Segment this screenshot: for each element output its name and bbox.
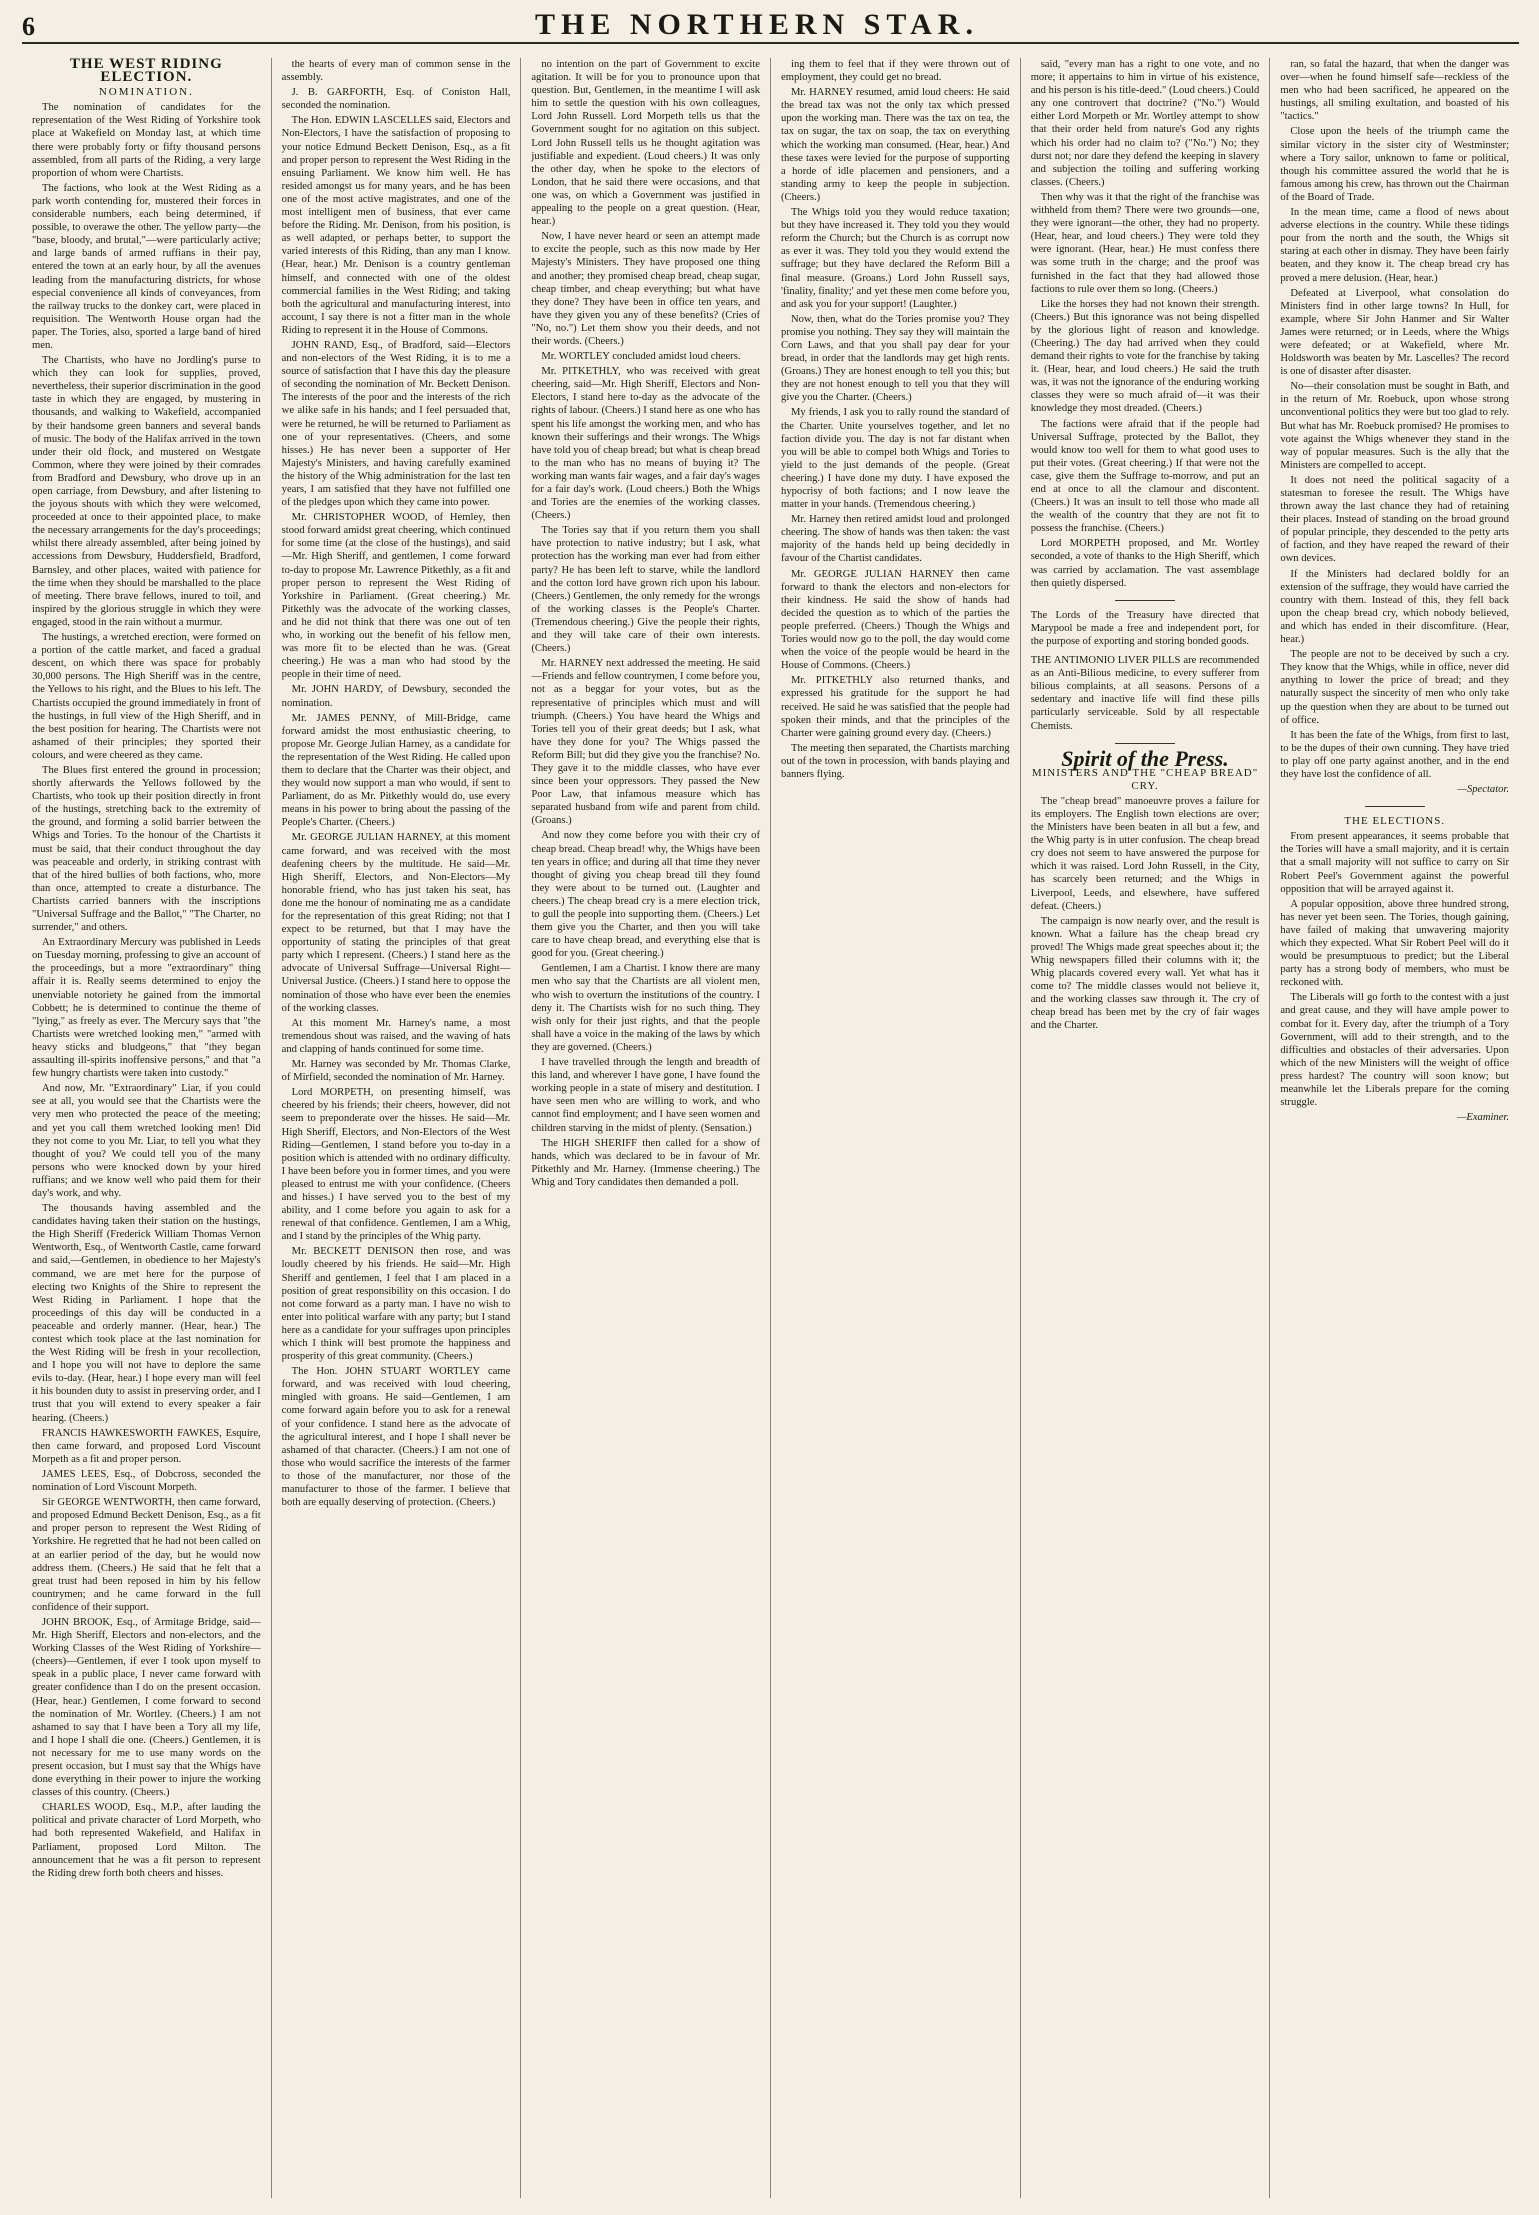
press-headline: MINISTERS AND THE "CHEAP BREAD" CRY. xyxy=(1031,766,1259,792)
article-paragraph: The factions were afraid that if the people had Universal Suffrage, protected by the Ballot, they would know too well for them to what good uses to put their votes. (Great cheering.) If that were not the case, give them the Suffrage to-morrow, and put an end at once to all the clamour and discontent. (Cheers.) It was an insult to tell those who made all the wealth of the country that they are not fit to possess the franchise. (Cheers.) xyxy=(1030,418,1260,535)
column-grid xyxy=(22,58,1519,2198)
article-paragraph: The hustings, a wretched erection, were formed on a portion of the cattle market, and faced a gradual descent, on which there was space for probably 30,000 persons. The High Sheriff was in the centre, the Yellows to his right, and the Blues to his left. The Chartists occupied the ground immediately in front of the hustings, in full view of the High Sheriff, and in the best position for hearing. The Chartists were not ashamed of their principles; they sported their colours, and were cheered as they came. xyxy=(32,632,261,761)
article-paragraph: ing them to feel that if they were thrown out of employment, they could get no bread. xyxy=(781,59,1010,84)
article-paragraph: Mr. HARNEY next addressed the meeting. He said—Friends and fellow countrymen, I come before you, not as a beggar for your votes, but as the representative of principles which must and will triumph. (Cheers.) You have heard the Whigs and Tories tell you of their great deeds; but I ask, what have they done for you? The Whigs passed the Reform Bill; but did they give you the franchise? No. They gave it to the middle classes, who have ever since been your oppressors. They passed the New Poor Law, that infamous measure which has separated husband from wife and parent from child. (Groans.) xyxy=(531,658,761,827)
article-paragraph: Sir GEORGE WENTWORTH, then came forward, and proposed Edmund Beckett Denison, Esq., as a fit and proper person to represent the West Riding of Yorkshire. He regretted that he had not been called on at an earlier period of the day, but he would now address them. (Cheers.) He said that he felt that a great trust had been reposed in him by his fellow countrymen; and he came forward in the full confidence of their support. xyxy=(32,1497,261,1613)
column-6-body xyxy=(1280,58,1509,781)
article-paragraph: ran, so fatal the hazard, that when the danger was over—when he found himself safe—reckless of the men who had been sacrificed, he appeared on the hustings, all smiling exultation, and boasted of his "tactics." xyxy=(1280,59,1510,123)
article-paragraph: The Hon. EDWIN LASCELLES said, Electors and Non-Electors, I have the satisfaction of proposing to your notice Edmund Beckett Denison, Esq., as a fit and proper person to represent the West Riding in the ensuing Parliament. We know him well. He has resided amongst us for many years, and he has been one of the most active magistrates, and one of the most intelligent men of business, that ever came before the Riding. Mr. Denison, from his position, is as well adapted, or perhaps better, to support the varied interests of this Riding, than any man I know. (Hear, hear.) Mr. Denison is a country gentleman himself, and connected with one of the oldest commercial families in the West Riding; and taking both the agricultural and manufacturing interest, into account, I say there is not a fitter man in the whole Riding to represent it in the House of Commons. xyxy=(281,115,511,336)
section-title: Spirit of the Press. xyxy=(1061,745,1229,771)
article-paragraph: Like the horses they had not known their strength. (Cheers.) But this ignorance was not being dispelled by the glorious light of reason and knowledge. (Cheering.) The day had arrived when they could demand their rights to vote for the franchise by taking it. (Hear, hear, and loud cheers.) He said the truth was, it was not the ignorance of the enduring working classes they were so much afraid of—it was their knowledge they most dreaded. (Cheers.) xyxy=(1030,298,1260,415)
article-paragraph: Mr. GEORGE JULIAN HARNEY, at this moment came forward, and was received with the most deafening cheers by the multitude. He said—Mr. High Sheriff, Electors, and Non-Electors—My honorable friend, who has just taken his seat, has done me the honour of nominating me as a candidate for the representation of this great Riding; not that I expect to be returned, but that I may have the opportunity of stating the principles of that great party which I represent. (Cheers.) I stand here as the advocate of Universal Suffrage—Universal Right—Universal Justice. (Cheers.) I stand here to oppose the nomination of those who have ever been the enemies of the working classes. xyxy=(281,832,511,1014)
column-4 xyxy=(770,58,1020,2198)
masthead xyxy=(22,8,1519,44)
article-paragraph: An Extraordinary Mercury was published in Leeds on Tuesday morning, professing to give an account of the proceedings, but a more "extraordinary" thing affair it is. Really seems determined to enjoy the unenviable notoriety he gained from the immortal Cobbett; he is determined to continue the theme of "lying," as freely as ever. The Mercury says that "the Chartists were wretched looking men," "armed with heavy sticks and bludgeons," that "they began assaulting ill-spirits inoffensive persons," and that "a few hungry chartists were taken into custody." xyxy=(32,937,261,1080)
article-paragraph: Lord MORPETH, on presenting himself, was cheered by his friends; their cheers, however, did not seem to preponderate over the hisses. He said—Mr. High Sheriff, Electors, and Non-Electors of the West Riding—Gentlemen, I stand before you to-day in a position which is attended with no ordinary difficulty. I have been before you in former times, and you were pleased to entrust me with your confidence. (Cheers and hisses.) I have served you to the best of my ability, and I come before you again to ask for a renewal of that confidence. Gentlemen, I am a Whig, and I stand by the principles of the Whig party. xyxy=(281,1087,511,1243)
source-credit: —Spectator. xyxy=(1457,784,1510,796)
source-credit: —Examiner. xyxy=(1456,1112,1510,1124)
press-body xyxy=(1031,795,1260,1033)
newspaper-title: THE NORTHERN STAR. xyxy=(535,8,979,41)
column-6 xyxy=(1269,58,1519,2198)
article-paragraph: At this moment Mr. Harney's name, a most tremendous shout was raised, and the waving of hats and clapping of hands continued for some time. xyxy=(281,1017,511,1055)
article-paragraph: Mr. Harney then retired amidst loud and prolonged cheering. The show of hands was then taken: the vast majority of the hands held up being decidedly in favour of the Chartist candidates. xyxy=(781,514,1010,565)
nomination-subhead: NOMINATION. xyxy=(98,86,194,99)
article-paragraph: Mr. PITKETHLY also returned thanks, and expressed his gratitude for the support he had received. He said he was satisfied that the people had spoken their minds, and that the principles of the Charter were gaining ground every day. (Cheers.) xyxy=(781,675,1010,739)
article-paragraph: The Blues first entered the ground in procession; shortly afterwards the Yellows followed by the Chartists, who took up their position directly in front of the hustings, stretching back to the extremity of the ground, and forming a solid barrier between the Whigs and Tories. To the honour of the Chartists it must be said, that their conduct throughout the day was peaceable and orderly, in striking contrast with that of the hired bullies of both factions, who, more than once, attempted to create a disturbance. The Chartists carried banners with the inscriptions "Universal Suffrage and the Ballot," "The Charter, no surrender," and others. xyxy=(32,764,261,934)
article-paragraph: From present appearances, it seems probable that the Tories will have a small majority, and it is certain that a small majority will not suffice to carry on Sir Robert Peel's Government against the powerful opposition that will be arrayed against it. xyxy=(1280,831,1510,895)
article-paragraph: Close upon the heels of the triumph came the similar victory in the sister city of Westminster; where a Tory sailor, unknown to fame or political, though his committee assured the world that he is famous among his crew, has thrown out the Chairman of the Board of Trade. xyxy=(1280,126,1510,203)
article-paragraph: The "cheap bread" manoeuvre proves a failure for its employers. The English town elections are over; the Ministers have been beaten in all but a few, and the Whig party is in utter confusion. The cheap bread cry does not seem to have answered the purpose for which it was raised. Lord John Russell, in the City, has scarcely been returned; and the Whigs in Liverpool, Leeds, and elsewhere, have suffered defeat. (Cheers.) xyxy=(1030,795,1260,912)
column-1 xyxy=(22,58,271,2198)
article-paragraph: And now, Mr. "Extraordinary" Liar, if you could see at all, you would see that the Chartists were the very men who protected the peace of the meeting; and yet you call them wretched looking men! Did they not come to you Mr. Liar, to tell you what they thought of you? We could tell you of the many persons who were knocked down by your hired ruffians; and we know well who paid them for their day's work, and why. xyxy=(32,1083,261,1199)
article-paragraph: Now, then, what do the Tories promise you? They promise you nothing. They say they will maintain the Corn Laws, and that you shall pay dear for your bread, in order that the landlords may get high rents. (Groans.) They are honest enough to tell you this; but they are not honest enough to tell you that they will give you the Charter. (Cheers.) xyxy=(781,313,1010,404)
article-paragraph: Mr. HARNEY resumed, amid loud cheers: He said the bread tax was not the only tax which pressed upon the working man. There was the tax on tea, the tax on sugar, the tax on soap, the tax on everything which the working man consumed. (Hear, hear.) And these taxes were levied for the purpose of supporting a horde of idle placemen and pensioners, and a standing army to keep the people in subjection. (Cheers.) xyxy=(781,87,1010,203)
article-paragraph: JOHN RAND, Esq., of Bradford, said—Electors and non-electors of the West Riding, it is to me a source of satisfaction that I have this day the pleasure of seconding the nomination of Mr. Beckett Denison. The interests of the poor and the interests of the rich we alike safe in his hands; and I feel persuaded that, were he returned, he will be returned to Parliament as one of your representatives. (Cheers, and some hisses.) He has never been a supporter of Her Majesty's Ministers, and having carefully examined the history of the Whig administration for the last ten years, I am satisfied that they have not fulfilled one of the pledges upon which they came into power. xyxy=(281,339,511,509)
article-paragraph: Defeated at Liverpool, what consolation do Ministers find in other large towns? In Hull, for example, where Sir John Hanmer and Sir Walter James were returned; or in Leeds, where the Whigs were defeated; or at Wakefield, where Mr. Holdsworth was beaten by Mr. Lascelles? The record is one of disaster after disaster. xyxy=(1280,287,1510,378)
article-paragraph: Lord MORPETH proposed, and Mr. Wortley seconded, a vote of thanks to the High Sheriff, which was carried by acclamation. The vast assemblage then quietly dispersed. xyxy=(1030,538,1260,589)
article-paragraph: The factions, who look at the West Riding as a park worth contending for, mustered their forces in considerable numbers, each being determined, if possible, to overawe the other. The yellow party—the "base, bloody, and brutal,"—were particularly active; and large bands of armed ruffians in their pay, entered the town at an early hour, by all the avenues leading from the manufacturing districts, for whose especial convenience all kinds of conveyances, from the railway trucks to the donkey cart, were placed in requisition. The Wentworth House organ had the paper. The Tories, also, sported a large band of hired men. xyxy=(32,182,261,351)
divider-rule xyxy=(1115,600,1175,601)
article-paragraph: The meeting then separated, the Chartists marching out of the town in procession, with bands playing and banners flying. xyxy=(781,742,1010,780)
article-paragraph: Gentlemen, I am a Chartist. I know there are many men who say that the Chartists are all violent men, who wish to overturn the institutions of the country. I deny it. The Chartists wish for no such thing. They wish only for their just rights, and that the people shall have a voice in the making of the laws by which they are governed. (Cheers.) xyxy=(531,963,761,1053)
elections-headline: THE ELECTIONS. xyxy=(1344,815,1446,828)
article-paragraph: The thousands having assembled and the candidates having taken their station on the hustings, the High Sheriff (Frederick William Thomas Vernon Wentworth, Esq., of Wentworth Castle, came forward and said,—Gentlemen, in obedience to her Majesty's command, we are met here for the purpose of electing two Knights of the Shire to represent the West Riding in Parliament. I hope that the proceedings of this day will be conducted in a peaceable and orderly manner. (Hear, hear.) The contest which took place at the last nomination for the West Riding will be fresh in your recollection, and I hope you will not have to deplore the same evils to-day. (Hear, hear.) I hope every man will feel it his bounden duty to assist in preserving order, and I trust that you will extend to every speaker a fair hearing. (Cheers.) xyxy=(32,1203,261,1424)
article-paragraph: The Hon. JOHN STUART WORTLEY came forward, and was received with loud cheering, mingled with groans. He said—Gentlemen, I am come forward again before you to ask for a renewal of your confidence. I stand here as the advocate of the agricultural interest, and I hope I shall never be ashamed of that character. (Cheers.) I am not one of those who would sacrifice the interests of the farmer to those of the manufacturer, nor those of the manufacturer to those of the farmer. I believe that both are equally deserving of protection. (Cheers.) xyxy=(281,1366,511,1509)
elections-body xyxy=(1280,830,1509,1109)
column-2 xyxy=(271,58,521,2198)
column-4-body xyxy=(781,58,1010,781)
article-paragraph: CHARLES WOOD, Esq., M.P., after lauding the political and private character of Lord Morpeth, who had both represented Wakefield, and Halifax in Parliament, proposed Lord Milton. The announcement that he was a fit person to represent the Riding drew forth both cheers and hisses. xyxy=(32,1802,261,1879)
article-paragraph: The Whigs told you they would reduce taxation; but they have increased it. They told you they would reform the Church; but the Church is as corrupt now as ever it was. They told you they would extend the suffrage; but they have declared the Reform Bill a final measure. (Groans.) Lord John Russell says, 'finality, finality;' and yet these men come before you, and ask you for your support! (Laughter.) xyxy=(781,207,1010,310)
article-paragraph: Mr. GEORGE JULIAN HARNEY then came forward to thank the electors and non-electors for their kindness. He said the show of hands had decided the question as to which of the parties the people preferred. (Cheers.) Though the Whigs and Tories would now go to the poll, the day would come when the voice of the people would be heard in the House of Commons. (Cheers.) xyxy=(781,568,1010,672)
page-number: 6 xyxy=(22,12,35,41)
article-paragraph: A popular opposition, above three hundred strong, has never yet been seen. The Tories, though gaining, have failed of making that unwavering majority which they expected. What Sir Robert Peel will do it would be presumptuous to predict; but the Liberal party has a strong body of members, who must be reckoned with. xyxy=(1280,898,1510,989)
article-paragraph: Mr. PITKETHLY, who was received with great cheering, said—Mr. High Sheriff, Electors and Non-Electors, I stand here to-day as the advocate of the rights of labour. (Cheers.) I stand here as one who has spent his life amongst the working men, and who has known their sufferings and their wrongs. The Whigs have told you of cheap bread; but what is cheap bread to the man who has no means of buying it? The working man wants fair wages, and a fair day's wages for a fair day's work. (Loud cheers.) Both the Whigs and Tories are the enemies of the working classes. (Cheers.) xyxy=(531,366,761,522)
article-paragraph: Mr. BECKETT DENISON then rose, and was loudly cheered by his friends. He said—Mr. High Sheriff and gentlemen, I feel that I am placed in a position of great responsibility on this occasion. I do not come forward as a party man. I have no wish to enter into political warfare with any party; but I stand here as a candidate for your suffrages upon principles which I think will best promote the happiness and prosperity of this great community. (Cheers.) xyxy=(281,1246,511,1363)
article-paragraph: It does not need the political sagacity of a statesman to foresee the result. The Whigs have thrown away the last chance they had of retaining their places. Instead of standing on the broad ground of popular principle, they descended to the petty arts of faction, and they have reaped the reward of their own devices. xyxy=(1280,474,1510,565)
election-headline: THE WEST RIDING ELECTION. xyxy=(69,58,223,86)
column-5-body xyxy=(1031,58,1260,590)
article-paragraph: In the mean time, came a flood of news about adverse elections in the country. While these tidings pour from the north and the south, the Whigs sit staring at each other in dismay. They have been fairly beaten, and they know it. The cheap bread cry has proved a mere delusion. (Hear, hear.) xyxy=(1280,207,1510,284)
article-paragraph: Mr. WORTLEY concluded amidst loud cheers. xyxy=(541,351,741,363)
article-paragraph: It has been the fate of the Whigs, from first to last, to be the dupes of their own cunning. They have tried to play off one party against another, and in the end they have lost the confidence of all. xyxy=(1280,729,1510,780)
article-paragraph: The Tories say that if you return them you shall have protection to native industry; but I ask, what protection has the working man ever had from either party? He has been left to starve, while the landlord and the cotton lord have grown rich upon his labour. (Cheers.) Gentlemen, the only remedy for the wrongs of the working classes is the People's Charter. (Tremendous cheering.) Give the people their rights, and they will take care of their own interests. (Cheers.) xyxy=(531,525,761,655)
pills-advert: THE ANTIMONIO LIVER PILLS are recommended as an Anti-Bilious medicine, to every sufferer from bilious complaints, at all seasons. Persons of a sedentary and inactive life will find these pills particularly serviceable. Sold by all respectable Chemists. xyxy=(1030,655,1260,732)
column-1-body xyxy=(32,101,261,1880)
article-paragraph: Mr. JAMES PENNY, of Mill-Bridge, came forward amidst the most enthusiastic cheering, to propose Mr. George Julian Harney, as a candidate for the representation of the West Riding. He called upon them to declare that the Charter was their object, and they would now support a man who would, if sent to Parliament, do as Mr. Pitkethly would do, use every means in his power to bring about the passing of the People's Charter. (Cheers.) xyxy=(281,712,511,829)
article-paragraph: the hearts of every man of common sense in the assembly. xyxy=(281,59,511,84)
article-paragraph: Mr. CHRISTOPHER WOOD, of Hemley, then stood forward amidst great cheering, which continued for some time (at the close of the hustings), and said—Mr. High Sheriff, and gentlemen, I come forward to-day to propose Mr. Lawrence Pitkethly, as a fit and proper person to represent the West Riding of Yorkshire in Parliament. (Great cheering.) Mr. Pitkethly was the advocate of the working classes, and he did not think that there was one out of ten who, in working out the benefit of his fellow men, was more fit to be elected than he was. (Great cheering.) He was a man who had stood by the people in their time of need. xyxy=(281,512,511,681)
article-paragraph: FRANCIS HAWKESWORTH FAWKES, Esquire, then came forward, and proposed Lord Viscount Morpeth as a fit and proper person. xyxy=(32,1427,261,1465)
article-paragraph: If the Ministers had declared boldly for an extension of the suffrage, they would have carried the country with them. Instead of this, they fell back upon the cheap bread cry, which nobody believed, and which has ended in their discomfiture. (Hear, hear.) xyxy=(1280,568,1510,646)
article-paragraph: said, "every man has a right to one vote, and no more; it appertains to him in virtue of his existence, and his person is his title-deed." (Loud cheers.) Could any one controvert that doctrine? ("No.") Would either Lord Morpeth or Mr. Wortley attempt to show that their order held from nature's God any rights which his order had no claim to? ("No.") No; they durst not; nor dare they defend the keeping in slavery and subjection the toiling and suffering working classes. (Cheers.) xyxy=(1030,59,1260,188)
article-paragraph: No—their consolation must be sought in Bath, and in the return of Mr. Roebuck, upon whose strong unconventional politics they were but too glad to rely. But what has Mr. Roebuck promised? He promises to vote against the Whigs whenever they stand in the way of popular measures. Such is the ally that the Ministers are compelled to accept. xyxy=(1280,381,1510,471)
column-3 xyxy=(520,58,770,2198)
divider-rule xyxy=(1365,806,1425,807)
article-paragraph: And now they come before you with their cry of cheap bread. Cheap bread! why, the Whigs have been ten years in office; and during all that time they never thought of giving you cheap bread till they found they were about to be turned out. (Laughter and cheers.) The cheap bread cry is a mere election trick, to gull the people into supporting them. (Cheers.) Let them give you the Charter, and then you will take care to have cheap bread, and everything else that is good for you. (Great cheering.) xyxy=(531,830,761,960)
article-paragraph: JOHN BROOK, Esq., of Armitage Bridge, said—Mr. High Sheriff, Electors and non-electors, and the Working Classes of the West Riding of Yorkshire—(cheers)—Gentlemen, if ever I took upon myself to speak in a public place, I never came forward with greater confidence than I do on the present occasion. (Hear, hear.) Gentlemen, I come forward to second the nomination of Mr. Wortley. (Cheers.) I am not ashamed to say that I have been a Tory all my life, and I hope I shall die one. (Cheers.) Gentlemen, it is not necessary for me to use many words on the present occasion, but I must say that the Whigs have done everything in their power to injure the working classes of this country. (Cheers.) xyxy=(32,1616,261,1799)
article-paragraph: Then why was it that the right of the franchise was withheld from them? There were two grounds—one, they were ignorant—the other, they had no property. (Hear, hear, and loud cheers.) They were told they were ignorant. (Hear, hear.) He must confess there was some truth in the charge; and the proof was furnished in the fact that they had allowed those factions to rule over them so long. (Cheers.) xyxy=(1030,191,1260,295)
article-paragraph: no intention on the part of Government to excite agitation. It will be for you to pronounce upon that question. But, Gentlemen, in the meantime I will ask him to settle the question with his own colleagues, Lord John Russell. Lord Morpeth tells us that the Government sought for no agitation on this subject. Lord John Russell tells us he thought agitation was justifiable and expedient. (Loud cheers.) It was only the other day, when he spoke to the electors of London, that he said there were occasions, and that one was, on which a Government was justified in appealing to the people on a great question. (Hear, hear.) xyxy=(531,59,761,228)
divider-rule xyxy=(1115,743,1175,744)
article-paragraph: The campaign is now nearly over, and the result is known. What a failure has the cheap bread cry proved! The Whigs made great speeches about it; the Whig newspapers filled their columns with it; the Whig placards covered every wall. Yet what has it come to? The middle classes would not believe it, and the working classes saw through it. The cry of cheap bread has been met by the cry of fair wages and the Charter. xyxy=(1030,915,1260,1032)
article-paragraph: The HIGH SHERIFF then called for a show of hands, which was declared to be in favour of Mr. Pitkethly and Mr. Harney. (Immense cheering.) The Whig and Tory candidates then demanded a poll. xyxy=(531,1137,761,1188)
treasury-notice: The Lords of the Treasury have directed that Marypool be made a free and independent port, for the purpose of exporting and storing bonded goods. xyxy=(1030,609,1260,647)
article-paragraph: My friends, I ask you to rally round the standard of the Charter. Unite yourselves together, and let no faction divide you. The day is not far distant when you will be able to compel both Whigs and Tories to yield to the just demands of the people. (Great cheering.) I have done my duty. I have exposed the hypocrisy of both factions; and I now leave the matter in your hands. (Tremendous cheering.) xyxy=(781,407,1010,511)
article-paragraph: The Liberals will go forth to the contest with a just and great cause, and they will have ample power to combat for it. Every day, after the triumph of a Tory Government, will add to their strength, and to the difficulties and obstacles of their adversaries. Upon which of the new Ministers will the weight of office press hardest? The country will soon know; but meanwhile let the Liberals prepare for the coming struggle. xyxy=(1280,992,1510,1109)
article-paragraph: Now, I have never heard or seen an attempt made to excite the people, such as this now made by Her Majesty's Ministers. They have proposed one thing and another; they promised cheap bread, cheap sugar, cheap timber, and cheap everything; but what have they done? They have been in office ten years, and have they given you any of these benefits? (Cries of "No, no.") Let them show you their deeds, and not their words. (Cheers.) xyxy=(531,231,761,347)
article-paragraph: The Chartists, who have no Jordling's purse to which they can look for supplies, proved, nevertheless, their superior discrimination in the good taste in which they are engaged, by mustering in thousands, and walking to Wakefield, accompanied by their handsome green banners and several bands of music. The body of the Halifax arrived in the town under their old flock, and mustered on Westgate Common, where they were joined by their comrades from Bradford and Dewsbury, who drove up in an open carriage, from Dewsbury, and after listening to the joyous shouts with which they were welcomed, proceeded at once to their appointed place, to make the necessary arrangements for the day's proceedings; whilst there already assembled, after being joined by accessions from Dewsbury, Huddersfield, Bradford, Barnsley, and other places, waited with patience for the time when they should be marshalled to the place of meeting. There brave fellows, inured to toil, and inspired by the glorious struggle in which they were engaged, stood in the rain without a murmur. xyxy=(32,355,261,628)
article-paragraph: I have travelled through the length and breadth of this land, and wherever I have gone, I have found the working people in a state of misery and destitution. I have seen men who are willing to work, and who cannot find employment; and I have seen women and children starving in the midst of plenty. (Sensation.) xyxy=(531,1057,761,1134)
column-5 xyxy=(1020,58,1270,2198)
article-paragraph: JAMES LEES, Esq., of Dobcross, seconded the nomination of Lord Viscount Morpeth. xyxy=(32,1468,261,1494)
column-2-body xyxy=(282,58,511,1509)
article-paragraph: The people are not to be deceived by such a cry. They know that the Whigs, while in office, never did anything to lower the price of bread; and they naturally suspect the sincerity of men who only take up the question when they are about to be turned out of office. xyxy=(1280,649,1510,726)
article-paragraph: Mr. Harney was seconded by Mr. Thomas Clarke, of Mirfield, seconded the nomination of Mr. Harney. xyxy=(281,1059,511,1084)
column-3-body xyxy=(531,58,760,1189)
article-paragraph: Mr. JOHN HARDY, of Dewsbury, seconded the nomination. xyxy=(281,684,511,709)
article-paragraph: The nomination of candidates for the representation of the West Riding of Yorkshire took place at Wakefield on Monday last, at which time there were probably forty or fifty thousand persons assembled, from all parts of the Riding, a very large proportion of whom were Chartists. xyxy=(32,102,261,179)
article-paragraph: J. B. GARFORTH, Esq. of Coniston Hall, seconded the nomination. xyxy=(281,87,511,112)
